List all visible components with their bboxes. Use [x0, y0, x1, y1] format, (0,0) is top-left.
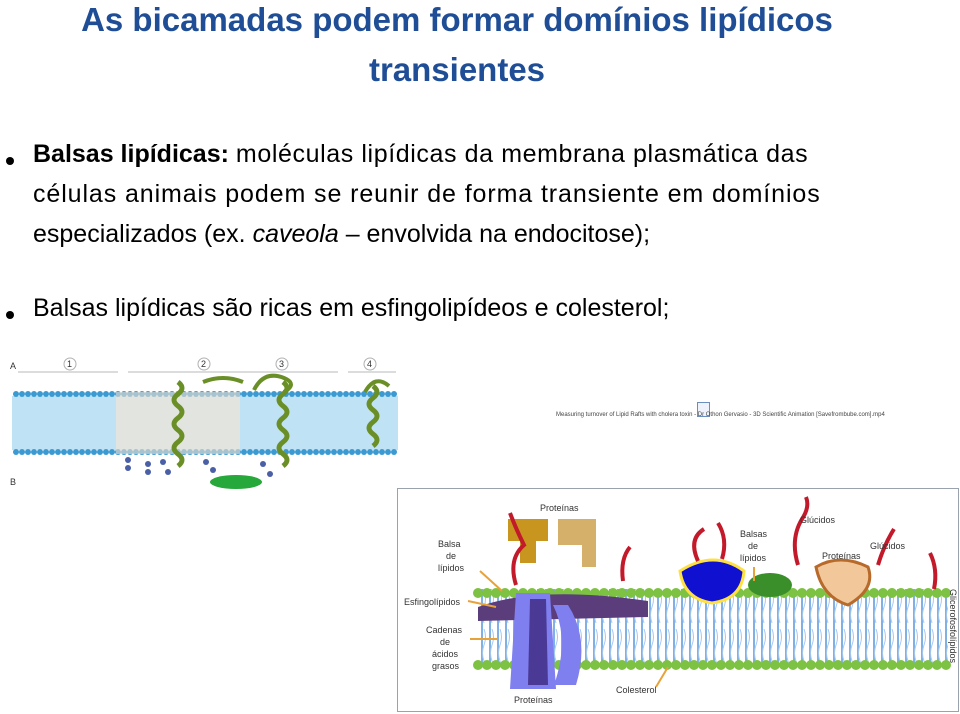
lipid-head [833, 660, 843, 670]
lipid-head [325, 449, 331, 455]
lipid-head [361, 449, 367, 455]
lipid-head [797, 588, 807, 598]
bullet-1-italic-term: caveola [252, 220, 339, 248]
lipid-head [247, 391, 253, 397]
bullet-dot-2 [6, 311, 14, 319]
label-glucidos-1: Glúcidos [800, 515, 836, 525]
lipid-head [85, 449, 91, 455]
lipid-head [815, 660, 825, 670]
lipid-head [662, 588, 672, 598]
label-balsa-left-2: de [446, 551, 457, 561]
lipid-head [626, 588, 636, 598]
lipid-head [842, 660, 852, 670]
lipid-head [373, 449, 379, 455]
lipid-head [241, 391, 247, 397]
lipid-head [680, 660, 690, 670]
lipid-head [31, 449, 37, 455]
lipid-head [617, 588, 627, 598]
fig-num-1: 1 [67, 359, 73, 369]
lipid-head [55, 391, 61, 397]
lipid-head [55, 449, 61, 455]
lipid-head [599, 660, 609, 670]
lipid-head [253, 391, 259, 397]
lipid-head [385, 391, 391, 397]
lipid-head [265, 391, 271, 397]
lipid-head [313, 391, 319, 397]
label-proteinas-right: Proteínas [822, 551, 861, 561]
lipid-head [788, 660, 798, 670]
label-cadenas-1: Cadenas [426, 625, 463, 635]
label-glucidos-2: Glúcidos [870, 541, 906, 551]
label-colesterol: Colesterol [616, 685, 657, 695]
lipid-head [473, 660, 483, 670]
fig-num-4: 4 [367, 359, 373, 369]
lipid-head [887, 660, 897, 670]
lipid-head [923, 660, 933, 670]
lipid-head [617, 660, 627, 670]
lipid-head [896, 660, 906, 670]
bullet-1-line-2: células animais podem se reunir de forma transiente em domínios [33, 180, 821, 208]
lipid-head [343, 449, 349, 455]
lipid-head [698, 660, 708, 670]
lipid-head [13, 391, 19, 397]
lipid-head [635, 660, 645, 670]
lipid-head [73, 391, 79, 397]
lipid-head [932, 660, 942, 670]
lipid-head [337, 449, 343, 455]
video-caption[interactable]: Measuring turnover of Lipid Rafts with cholera toxin - Dr Othon Gervasio - 3D Scientific Animation [Savefrombube.com].mp4 [556, 412, 885, 418]
lipid-head [590, 660, 600, 670]
lipid-head [271, 449, 277, 455]
label-glicerofosfolipidos: Glicerofosfolípidos [948, 589, 958, 664]
panel-a-label: A [10, 361, 17, 371]
lipid-head [85, 391, 91, 397]
lipid-head [241, 449, 247, 455]
lipid-head [932, 588, 942, 598]
lipid-head [259, 449, 265, 455]
bullet-1-line-3 [33, 220, 650, 249]
lipid-head [815, 588, 825, 598]
lipid-head [806, 660, 816, 670]
lipid-head [25, 449, 31, 455]
lipid-head [319, 449, 325, 455]
lipid-head [31, 391, 37, 397]
lipid-head [896, 588, 906, 598]
lipid-head [61, 391, 67, 397]
lipid-head [271, 391, 277, 397]
lipid-head [97, 391, 103, 397]
lipid-head [653, 588, 663, 598]
lipid-head [671, 588, 681, 598]
lipid-head [914, 588, 924, 598]
lipid-head [923, 588, 933, 598]
bullet-2-text: Balsas lipídicas são ricas em esfingolipídeos e colesterol; [33, 294, 670, 322]
panel-b-label: B [10, 477, 17, 487]
lipid-head [860, 660, 870, 670]
lipid-head [914, 660, 924, 670]
lipid-head [653, 660, 663, 670]
lipid-head [103, 449, 109, 455]
lipid-head [355, 449, 361, 455]
label-proteinas-bottom: Proteínas [514, 695, 553, 705]
lipid-head [379, 391, 385, 397]
lipid-head [752, 660, 762, 670]
lipid-head [73, 449, 79, 455]
bullet-1-line-3-pre: especializados (ex. [33, 220, 246, 248]
lipid-head [307, 449, 313, 455]
lipid-head [887, 588, 897, 598]
lipid-head [253, 449, 259, 455]
lipid-head [289, 449, 295, 455]
lipid-head [734, 660, 744, 670]
lipid-head [79, 449, 85, 455]
lipid-head [349, 449, 355, 455]
title-line-1: As bicamadas podem formar domínios lipídicos [81, 1, 833, 38]
lipid-head [689, 660, 699, 670]
lipid-head [343, 391, 349, 397]
label-esfingolipidos: Esfingolípidos [404, 597, 461, 607]
lipid-head [761, 660, 771, 670]
lipid-head [379, 449, 385, 455]
lipid-head [103, 391, 109, 397]
lipid-head [61, 449, 67, 455]
label-balsas-mid-2: de [748, 541, 759, 551]
lipid-head [716, 660, 726, 670]
lipid-head [331, 391, 337, 397]
lipid-head [37, 449, 43, 455]
lipid-head [337, 391, 343, 397]
lipid-head [608, 660, 618, 670]
lipid-head [779, 660, 789, 670]
lipid-head [491, 660, 501, 670]
lipid-head [878, 660, 888, 670]
lipid-head [878, 588, 888, 598]
lipid-head [581, 660, 591, 670]
lipid-head [644, 660, 654, 670]
label-proteinas-top: Proteínas [540, 503, 579, 513]
lipid-head [19, 391, 25, 397]
label-balsa-left-3: lípidos [438, 563, 465, 573]
lipid-head [247, 449, 253, 455]
label-balsa-left-1: Balsa [438, 539, 461, 549]
lipid-head [473, 588, 483, 598]
lipid-head [391, 391, 397, 397]
lipid-head [319, 391, 325, 397]
lipid-head [869, 588, 879, 598]
lipid-head [743, 660, 753, 670]
lipid-head [259, 391, 265, 397]
lipid-head [19, 449, 25, 455]
lipid-head [109, 391, 115, 397]
lipid-head [67, 449, 73, 455]
lipid-head [482, 660, 492, 670]
lipid-head [707, 660, 717, 670]
lipid-head [824, 660, 834, 670]
lipid-head [331, 449, 337, 455]
lipid-head [385, 449, 391, 455]
lipid-head [13, 449, 19, 455]
lipid-head [325, 391, 331, 397]
lipid-head [391, 449, 397, 455]
bullet-1-lead: Balsas lipídicas: [33, 140, 229, 168]
lipid-head [770, 660, 780, 670]
lipid-raft-diagram [397, 488, 959, 712]
lipid-head [79, 391, 85, 397]
lipid-head [91, 391, 97, 397]
label-cadenas-4: grasos [432, 661, 460, 671]
lipid-head [43, 391, 49, 397]
lipid-head [25, 391, 31, 397]
lipid-head [313, 449, 319, 455]
bullet-1-line-1-text: moléculas lipídicas da membrana plasmática das [235, 140, 809, 168]
title-line-2: transientes [368, 51, 546, 88]
label-balsas-mid-1: Balsas [740, 529, 768, 539]
label-cadenas-2: de [440, 637, 451, 647]
bullet-dot-1 [6, 157, 14, 165]
lipid-head [49, 449, 55, 455]
lipid-head [91, 449, 97, 455]
lipid-head [905, 660, 915, 670]
lipid-head [49, 391, 55, 397]
lipid-head [644, 588, 654, 598]
fig-num-2: 2 [201, 359, 207, 369]
lipid-head [265, 449, 271, 455]
lipid-head [725, 660, 735, 670]
lipid-head [806, 588, 816, 598]
lipid-head [626, 660, 636, 670]
lipid-head [869, 660, 879, 670]
lipid-head [349, 391, 355, 397]
label-cadenas-3: ácidos [432, 649, 459, 659]
lipid-head [289, 391, 295, 397]
lipid-head [482, 588, 492, 598]
bullet-1-line-1 [33, 140, 808, 169]
bullet-1-line-3-post: – envolvida na endocitose); [345, 220, 651, 248]
lipid-head [307, 391, 313, 397]
lipid-head [367, 449, 373, 455]
lipid-head [301, 391, 307, 397]
lipid-head [851, 660, 861, 670]
membrane-diagram-left [8, 352, 400, 492]
lipid-head [295, 391, 301, 397]
lipid-head [500, 660, 510, 670]
lipid-head [67, 391, 73, 397]
label-balsas-mid-3: lípidos [740, 553, 767, 563]
fig-num-3: 3 [279, 359, 285, 369]
lipid-head [37, 391, 43, 397]
lipid-head [797, 660, 807, 670]
lipid-head [355, 391, 361, 397]
lipid-head [97, 449, 103, 455]
lipid-head [295, 449, 301, 455]
lipid-head [671, 660, 681, 670]
lipid-head [905, 588, 915, 598]
lipid-head [109, 449, 115, 455]
lipid-head [635, 588, 645, 598]
lipid-head [43, 449, 49, 455]
lipid-head [301, 449, 307, 455]
